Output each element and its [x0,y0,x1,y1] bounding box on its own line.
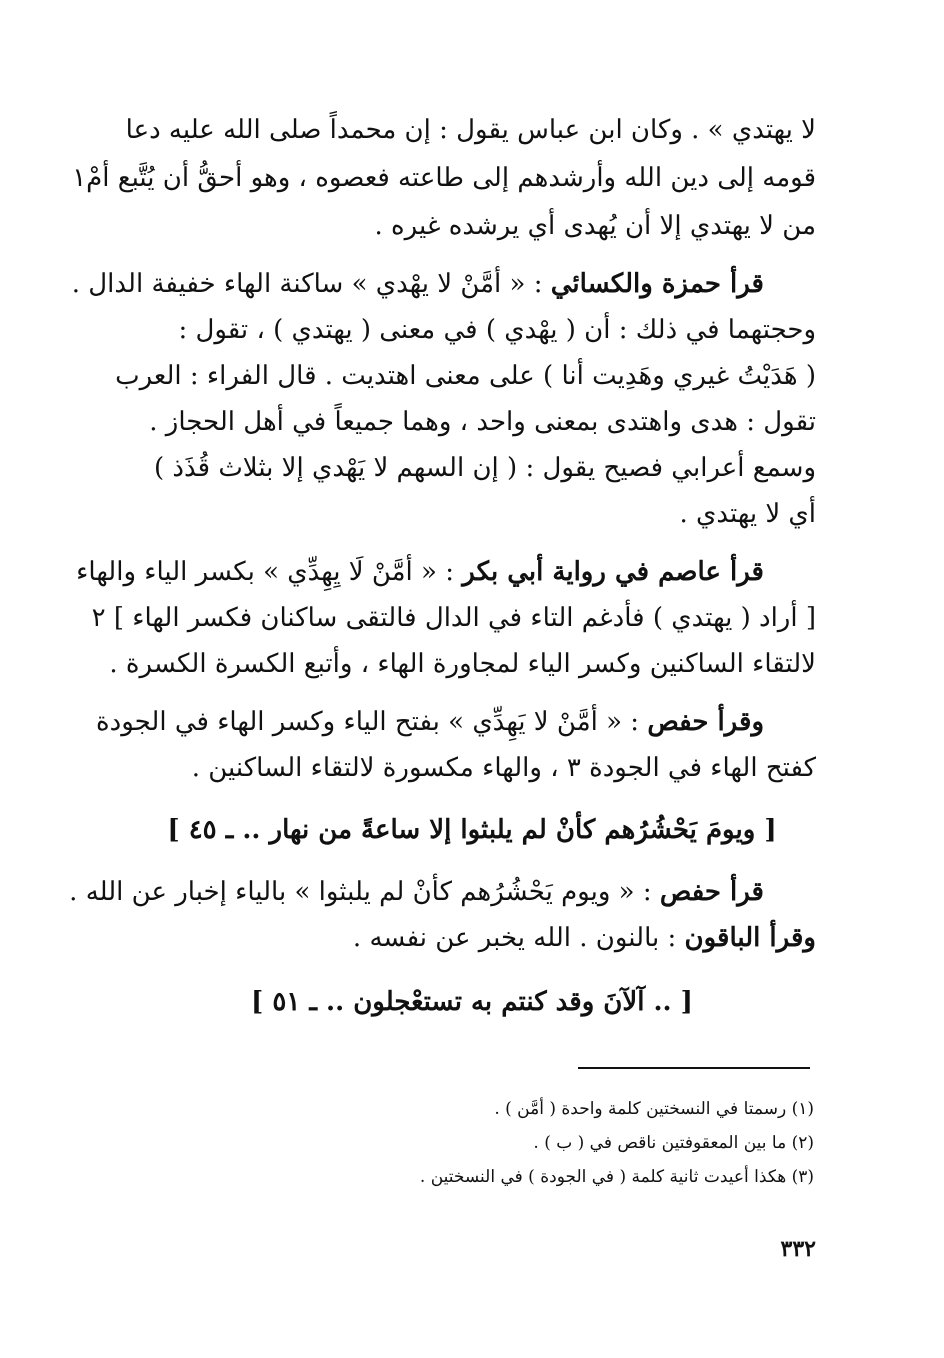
footnote-text: (٣) هكذا أعيدت ثانية كلمة ( في الجودة ) في النسختين . [419,1167,814,1187]
text: : بالنون . الله يخبر عن نفسه . [352,923,677,953]
text: لالتقاء الساكنين وكسر الياء لمجاورة الهاء ، وأتبع الكسرة الكسرة . [109,649,816,679]
text: كفتح الهاء في الجودة ٣ ، والهاء مكسورة لالتقاء الساكنين . [191,753,816,783]
text-line [0,494,944,534]
text: وسمع أعرابي فصيح يقول : ( إن السهم لا يَهْدي إلا بثلاث قُذَذ ) [154,453,816,483]
page-number: ٣٣٢ [780,1236,816,1262]
reader-name: وقرأ الباقون [684,923,816,953]
text-line [0,356,944,396]
text: ( هَدَيْتُ غيري وهَدِيت أنا ) على معنى اهتديت . قال الفراء : العرب [115,361,816,391]
footnote-text: (٢) ما بين المعقوفتين ناقص في ( ب ) . [533,1133,814,1153]
footnote [0,1164,944,1190]
reader-name: قرأ حفص [659,877,764,907]
text-line [0,310,944,350]
text-line [0,402,944,442]
text-line [0,552,944,592]
text-line [0,206,944,246]
text: [ أراد ( يهتدي ) فأدغم التاء في الدال فالتقى ساكنان فكسر الهاء ] ٢ [91,603,816,633]
text: : « أمَّنْ لا يهْدي » ساكنة الهاء خفيفة الدال . [71,269,543,299]
text: : « ويوم يَحْشُرُهم كأنْ لم يلبثوا » بالياء إخبار عن الله . [69,877,652,907]
text-line [0,748,944,788]
footnote [0,1130,944,1156]
text-line [0,702,944,742]
footnote-text: (١) رسمتا في النسختين كلمة واحدة ( أمَّن ) . [494,1099,814,1119]
reader-name: قرأ عاصم في رواية أبي بكر [462,557,764,587]
text: وحجتهما في ذلك : أن ( يهْدي ) في معنى ( يهتدي ) ، تقول : [178,315,816,345]
verse-heading: [ .. آلآنَ وقد كنتم به تستعْجلون .. ـ ٥١ ] [251,987,693,1017]
text-line [0,158,944,198]
text: : « أمَّنْ لَا يِهِدِّي » بكسر الياء والهاء [76,557,454,587]
text-line [0,872,944,912]
text: : « أمَّنْ لا يَهِدِّي » بفتح الياء وكسر الهاء في الجودة [96,707,640,737]
text: قومه إلى دين الله وأرشدهم إلى طاعته فعصوه ، وهو أحقُّ أن يُتَّبع أمْ١ [72,163,816,193]
footnote-separator [578,1067,810,1069]
footnote [0,1096,944,1122]
text: من لا يهتدي إلا أن يُهدى أي يرشده غيره . [374,211,816,241]
reader-name: وقرأ حفص [647,707,764,737]
text-line [0,644,944,684]
text-line [0,110,944,150]
text: لا يهتدي » . وكان ابن عباس يقول : إن محمداً صلى الله عليه دعا [125,115,816,145]
verse-heading: [ ويومَ يَحْشُرُهم كأنْ لم يلبثوا إلا ساعةً من نهار .. ـ ٤٥ ] [167,815,777,845]
text: تقول : هدى واهتدى بمعنى واحد ، وهما جميعاً في أهل الحجاز . [149,407,816,437]
text-line [0,264,944,304]
text-line [0,448,944,488]
text: أي لا يهتدي . [679,499,816,529]
reader-name: قرأ حمزة والكسائي [550,269,764,299]
text-line [0,598,944,638]
text-line [0,918,944,958]
